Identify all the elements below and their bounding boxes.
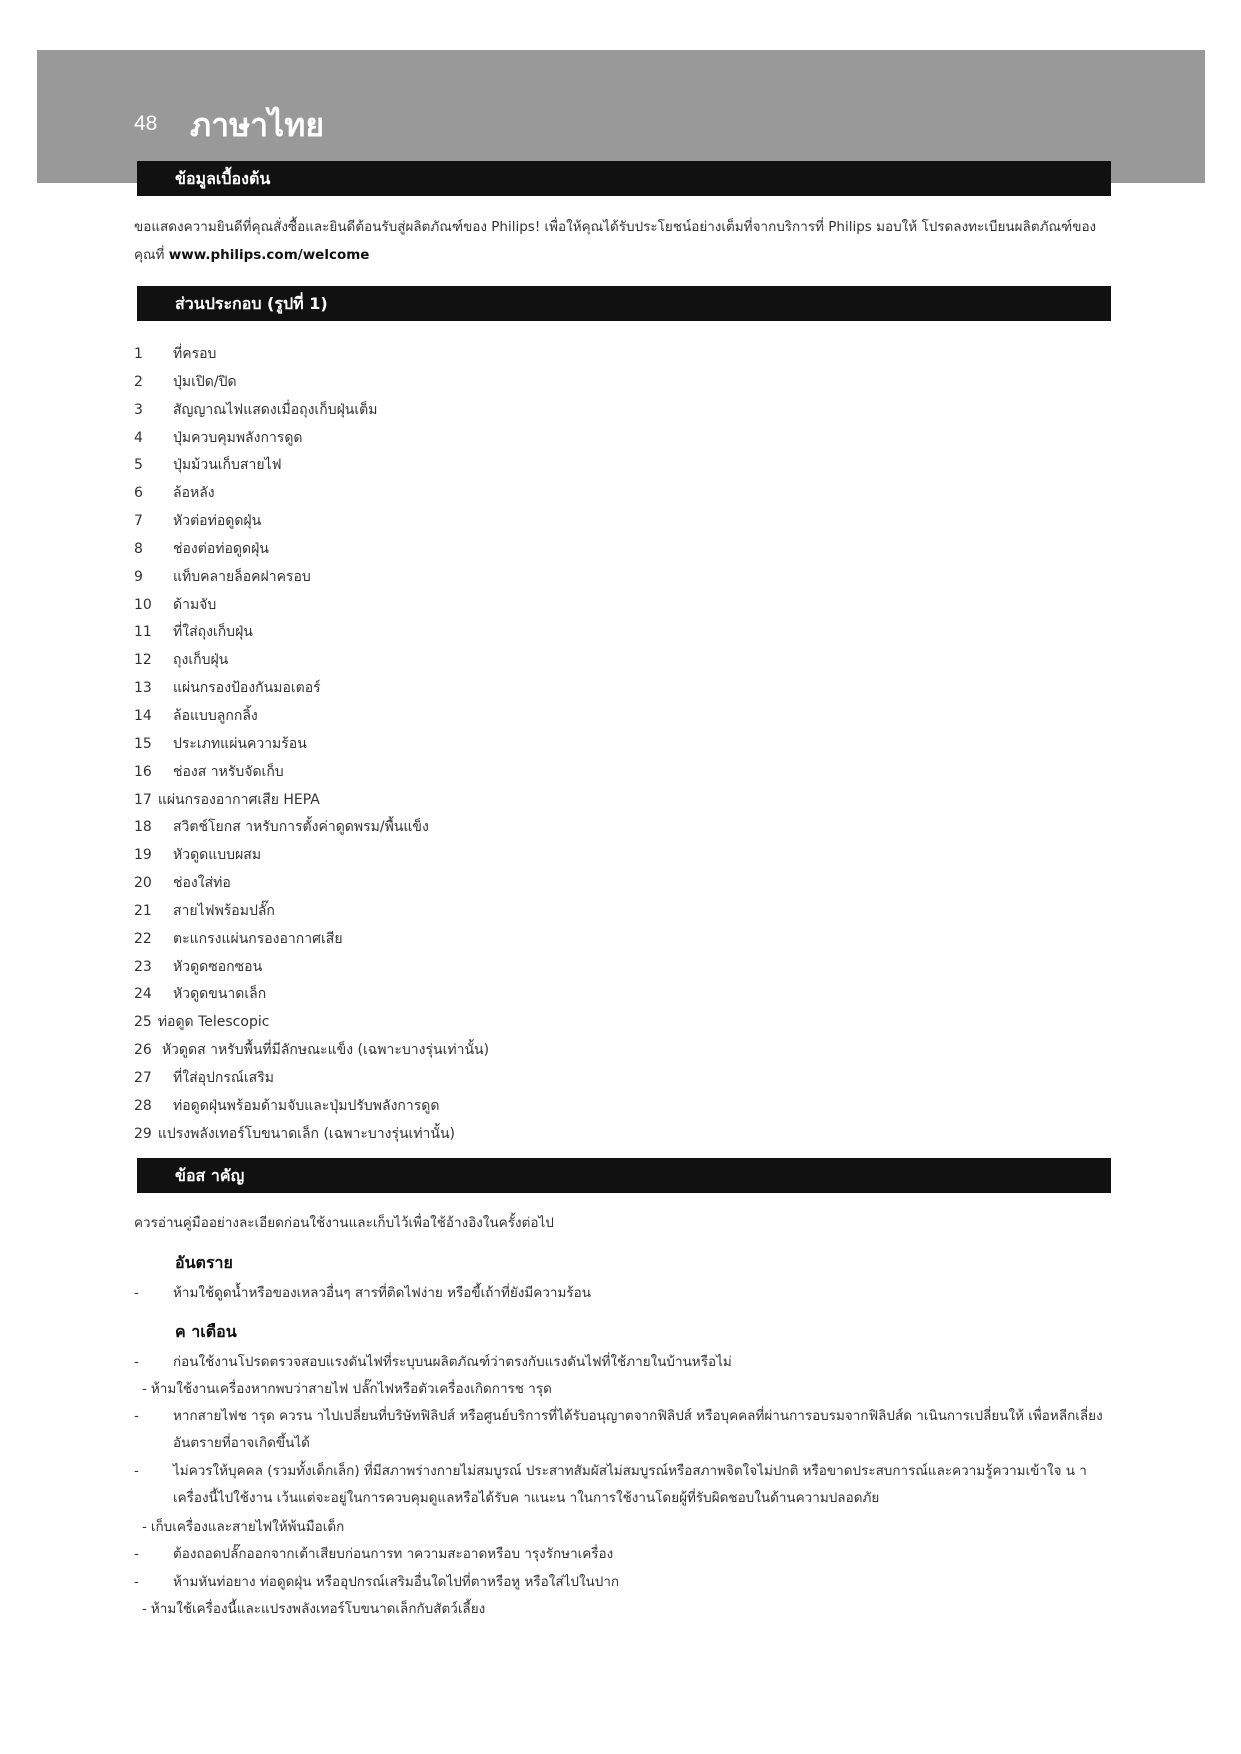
intro-paragraph — [134, 213, 1114, 269]
page-number: 48 — [134, 112, 158, 135]
item-number: 26 — [134, 1042, 152, 1059]
list-item — [134, 536, 489, 564]
list-item — [134, 647, 489, 675]
list-item — [134, 369, 489, 397]
item-label: ประเภทแผ่นความร้อน — [173, 735, 307, 752]
list-item — [134, 731, 489, 759]
list-item — [134, 1009, 489, 1037]
list-item — [134, 675, 489, 703]
item-label: ปุ่มควบคุมพลังการดูด — [173, 429, 303, 446]
item-number: 11 — [134, 624, 152, 641]
list-item — [134, 814, 489, 842]
bullet-dash: - — [134, 1546, 139, 1562]
bullet-dash: - — [134, 1574, 139, 1590]
item-label: ที่ครอบ — [173, 346, 217, 362]
item-label: หัวต่อท่อดูดฝุ่น — [173, 513, 262, 530]
warning-item: - หากสายไฟช ารุด ควรน าไปเปลี่ยนที่บริษัทฟิลิปส์ หรือศูนย์บริการที่ได้รับอนุญาตจากฟิลิปส์ หรือบุคคลที่ผ่านการอบรมจากฟิลิปส์ด าเนินการเปลี่ยนให้ เพื่อหลีกเลี่ยงอันตรายที่อาจเกิดขึ้นได้ — [134, 1403, 1114, 1457]
item-label: ตะแกรงแผ่นกรองอากาศเสีย — [173, 930, 343, 947]
danger-heading: อันตราย — [175, 1253, 233, 1272]
list-item — [134, 703, 489, 731]
list-item — [134, 1093, 489, 1121]
list-item — [134, 842, 489, 870]
item-label: ที่ใส่อุปกรณ์เสริม — [173, 1069, 274, 1086]
item-number: 22 — [134, 930, 152, 947]
item-number: 1 — [134, 346, 143, 362]
intro-text: ขอแสดงความยินดีที่คุณสั่งซื้อและยินดีต้อนรับสู่ผลิตภัณฑ์ของ Philips! เพื่อให้คุณได้รับประโยชน์อย่างเต็มที่จากบริการที่ Philips มอบให้ โปรดลงทะเบียนผลิตภัณฑ์ของคุณที่ — [134, 219, 1097, 263]
item-label: ช่องส าหรับจัดเก็บ — [173, 763, 284, 780]
item-label: หัวดูดขนาดเล็ก — [173, 986, 267, 1003]
list-item — [134, 1037, 489, 1065]
item-number: 13 — [134, 680, 152, 697]
item-label: ที่ใส่ถุงเก็บฝุ่น — [173, 624, 253, 641]
item-label: ปุ่มม้วนเก็บสายไฟ — [173, 457, 282, 474]
item-number: 15 — [134, 735, 152, 752]
list-item — [134, 870, 489, 898]
item-label: แท็บคลายล็อคฝาครอบ — [173, 568, 311, 585]
item-number: 24 — [134, 986, 152, 1003]
item-number: 7 — [134, 513, 143, 530]
bullet-dash: - — [134, 1408, 139, 1424]
item-label: ท่อดูดฝุ่นพร้อมด้ามจับและปุ่มปรับพลังการดูด — [173, 1097, 440, 1114]
list-item — [134, 1065, 489, 1093]
item-label: หัวดูดซอกซอน — [173, 958, 263, 975]
section-heading-parts: ส่วนประกอบ (รูปที่ 1) — [137, 286, 1111, 321]
list-item — [134, 981, 489, 1009]
item-label: ล้อหลัง — [173, 485, 215, 502]
item-number: 28 — [134, 1097, 152, 1114]
item-label: แปรงพลังเทอร์โบขนาดเล็ก (เฉพาะบางรุ่นเท่านั้น) — [157, 1125, 456, 1142]
warning-item: - ก่อนใช้งานโปรดตรวจสอบแรงดันไฟที่ระบุบนผลิตภัณฑ์ว่าตรงกับแรงดันไฟที่ใช้ภายในบ้านหรือไม่ — [134, 1349, 1114, 1376]
item-number: 18 — [134, 819, 152, 836]
item-label: ด้ามจับ — [173, 596, 217, 613]
list-item — [134, 954, 489, 982]
list-item — [134, 564, 489, 592]
list-item — [134, 787, 489, 815]
item-number: 16 — [134, 763, 152, 780]
item-label: สัญญาณไฟแสดงเมื่อถุงเก็บฝุ่นเต็ม — [173, 401, 378, 418]
warning-item: - ห้ามหันท่อยาง ท่อดูดฝุ่น หรืออุปกรณ์เสริมอื่นใดไปที่ตาหรือหู หรือใส่ไปในปาก — [134, 1569, 1114, 1596]
item-number: 12 — [134, 652, 152, 669]
item-number: 25 — [134, 1014, 152, 1031]
list-item — [134, 619, 489, 647]
section-heading-intro: ข้อมูลเบื้องต้น — [137, 161, 1111, 196]
item-label: สวิตช์โยกส าหรับการตั้งค่าดูดพรม/พื้นแข็ง — [173, 819, 429, 836]
warning-item: - ไม่ควรให้บุคคล (รวมทั้งเด็กเล็ก) ที่มีสภาพร่างกายไม่สมบูรณ์ ประสาทสัมผัสไม่สมบูรณ์หรือสภาพจิตใจไม่ปกติ หรือขาดประสบการณ์และความรู้ความเข้าใจ น าเครื่องนี้ไปใช้งาน เว้นแต่จะอยู่ในการควบคุมดูแลหรือได้รับค าแนะน าในการใช้งานโดยผู้ที่รับผิดชอบในด้านความปลอดภัย — [134, 1458, 1114, 1512]
bullet-dash: - — [134, 1354, 139, 1370]
warning-heading: ค าเตือน — [175, 1322, 237, 1341]
bullet-dash: - — [134, 1285, 139, 1301]
item-number: 2 — [134, 373, 143, 390]
item-label: แผ่นกรองป้องกันมอเตอร์ — [173, 680, 321, 697]
warning-item: - เก็บเครื่องและสายไฟให้พ้นมือเด็ก — [142, 1519, 345, 1535]
item-number: 21 — [134, 902, 152, 919]
item-label: ท่อดูด Telescopic — [157, 1014, 270, 1031]
item-label: ถุงเก็บฝุ่น — [173, 652, 229, 669]
list-item — [134, 759, 489, 787]
item-label: ช่องใส่ท่อ — [173, 875, 231, 892]
important-intro: ควรอ่านคู่มืออย่างละเอียดก่อนใช้งานและเก็บไว้เพื่อใช้อ้างอิงในครั้งต่อไป — [134, 1215, 554, 1231]
list-item — [134, 480, 489, 508]
item-label: ล้อแบบลูกกลิ้ง — [173, 707, 258, 724]
item-number: 19 — [134, 847, 152, 864]
bullet-dash: - — [134, 1463, 139, 1479]
item-label: หัวดูดส าหรับพื้นที่มีลักษณะแข็ง (เฉพาะบางรุ่นเท่านั้น) — [161, 1042, 490, 1059]
section-heading-important: ข้อส าคัญ — [137, 1158, 1111, 1193]
bullet-dash: - — [142, 1601, 147, 1617]
item-label: ปุ่มเปิด/ปิด — [173, 373, 237, 390]
item-number: 17 — [134, 791, 152, 808]
item-number: 20 — [134, 875, 152, 892]
list-item — [134, 508, 489, 536]
item-number: 14 — [134, 707, 152, 724]
item-label: หัวดูดแบบผสม — [173, 847, 262, 864]
item-number: 5 — [134, 457, 143, 474]
warning-item: - ห้ามใช้งานเครื่องหากพบว่าสายไฟ ปลั๊กไฟหรือตัวเครื่องเกิดการช ารุด — [142, 1381, 552, 1397]
bullet-dash: - — [142, 1519, 147, 1535]
warning-item: - ต้องถอดปลั๊กออกจากเต้าเสียบก่อนการท าความสะอาดหรือบ ารุงรักษาเครื่อง — [134, 1541, 1114, 1568]
item-number: 6 — [134, 485, 143, 502]
bullet-dash: - — [142, 1381, 147, 1397]
list-item — [134, 592, 489, 620]
list-item — [134, 452, 489, 480]
warning-item: - ห้ามใช้เครื่องนี้และแปรงพลังเทอร์โบขนาดเล็กกับสัตว์เลี้ยง — [142, 1601, 486, 1617]
language-title: ภาษาไทย — [190, 106, 325, 144]
list-item — [134, 898, 489, 926]
item-number: 4 — [134, 429, 143, 446]
item-number: 23 — [134, 958, 152, 975]
item-number: 10 — [134, 596, 152, 613]
item-number: 9 — [134, 568, 143, 585]
item-number: 8 — [134, 540, 143, 557]
item-label: สายไฟพร้อมปลั๊ก — [173, 902, 275, 919]
intro-url: www.philips.com/welcome — [168, 247, 370, 263]
list-item — [134, 425, 489, 453]
item-number: 27 — [134, 1069, 152, 1086]
item-label: ช่องต่อท่อดูดฝุ่น — [173, 540, 269, 557]
list-item — [134, 341, 489, 369]
danger-item: - ห้ามใช้ดูดน้ำหรือของเหลวอื่นๆ สารที่ติดไฟง่าย หรือขี้เถ้าที่ยังมีความร้อน — [134, 1280, 1114, 1307]
item-label: แผ่นกรองอากาศเสีย HEPA — [157, 791, 320, 808]
item-number: 3 — [134, 401, 143, 418]
list-item — [134, 926, 489, 954]
list-item — [134, 397, 489, 425]
list-item — [134, 1121, 489, 1149]
item-number: 29 — [134, 1125, 152, 1142]
parts-list — [134, 341, 489, 1148]
